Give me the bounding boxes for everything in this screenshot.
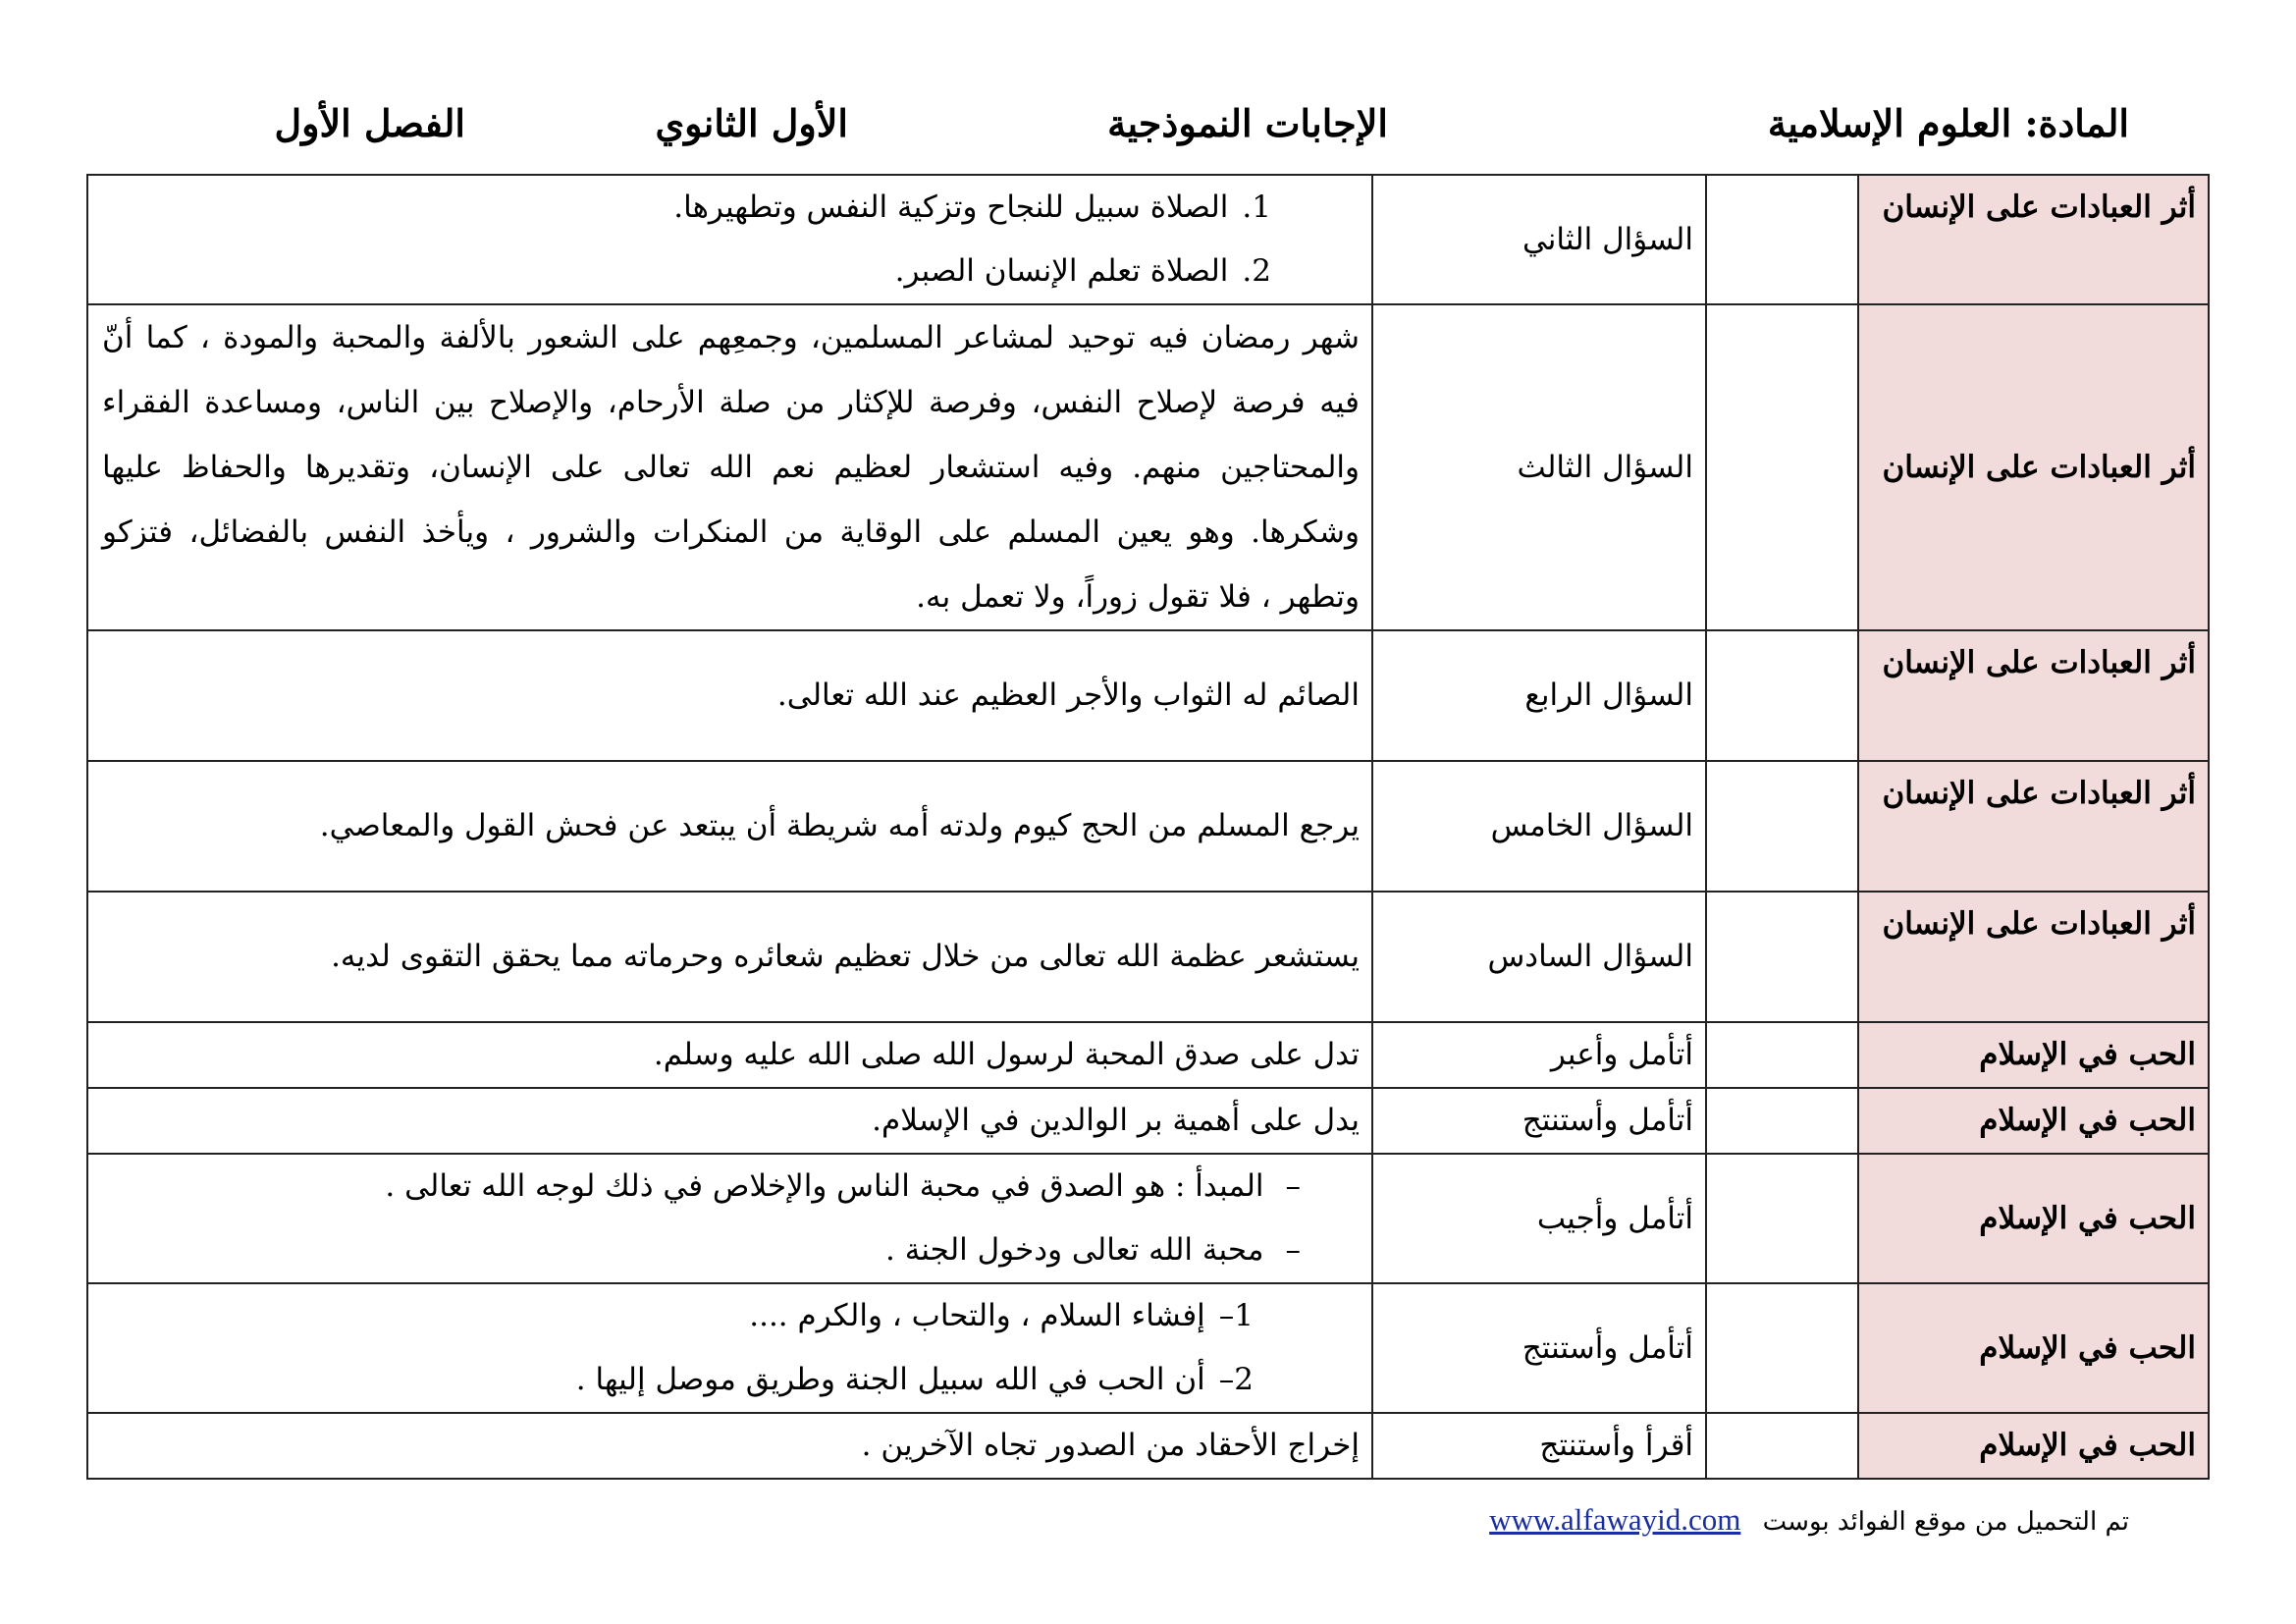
question-label: السؤال الرابع: [1372, 630, 1706, 761]
question-label: السؤال الثاني: [1372, 175, 1706, 304]
blank-cell: [1706, 761, 1858, 892]
blank-cell: [1706, 892, 1858, 1022]
answer-cell: يستشعر عظمة الله تعالى من خلال تعظيم شعائره وحرماته مما يحقق التقوى لديه.: [87, 892, 1372, 1022]
answer-cell: يدل على أهمية بر الوالدين في الإسلام.: [87, 1088, 1372, 1154]
table-row: [87, 892, 2209, 1022]
footer-text: تم التحميل من موقع الفوائد بوست: [1762, 1507, 2129, 1537]
grade-title: الأول الثانوي: [655, 101, 848, 145]
answers-table: [86, 174, 2210, 1480]
line-number: 1–: [1218, 1298, 1254, 1333]
topic-cell: الحب في الإسلام: [1858, 1022, 2209, 1088]
blank-cell: [1706, 1022, 1858, 1088]
question-label: أتأمل وأستنتج: [1372, 1088, 1706, 1154]
footer: [1489, 1502, 2129, 1538]
line-bullet: –: [1285, 1168, 1301, 1204]
table-row: [87, 1022, 2209, 1088]
line-text: الصلاة تعلم الإنسان الصبر.: [894, 253, 1229, 289]
line-number: 1.: [1242, 189, 1271, 225]
answer-line: [100, 176, 1360, 240]
answer-cell: يرجع المسلم من الحج كيوم ولدته أمه شريطة أن يبتعد عن فحش القول والمعاصي.: [87, 761, 1372, 892]
topic-cell: أثر العبادات على الإنسان: [1858, 175, 2209, 304]
topic-cell: الحب في الإسلام: [1858, 1413, 2209, 1479]
table-row: [87, 1283, 2209, 1413]
table-row: [87, 175, 2209, 304]
answer-line: [100, 1284, 1360, 1348]
table-row: [87, 1154, 2209, 1283]
line-text: المبدأ : هو الصدق في محبة الناس والإخلاص في ذلك لوجه الله تعالى .: [385, 1168, 1264, 1204]
topic-cell: أثر العبادات على الإنسان: [1858, 892, 2209, 1022]
answers-title: الإجابات النموذجية: [1107, 101, 1388, 145]
line-text: أن الحب في الله سبيل الجنة وطريق موصل إليها .: [575, 1362, 1205, 1397]
line-text: إفشاء السلام ، والتحاب ، والكرم ....: [749, 1298, 1205, 1333]
topic-cell: أثر العبادات على الإنسان: [1858, 761, 2209, 892]
line-text: الصلاة سبيل للنجاح وتزكية النفس وتطهيرها.: [673, 189, 1229, 225]
blank-cell: [1706, 304, 1858, 630]
subject-title: المادة: العلوم الإسلامية: [1767, 101, 2129, 145]
answer-line: [100, 1218, 1360, 1282]
question-label: أقرأ وأستنتج: [1372, 1413, 1706, 1479]
topic-cell: الحب في الإسلام: [1858, 1154, 2209, 1283]
question-label: أتأمل وأجيب: [1372, 1154, 1706, 1283]
site-link[interactable]: www.alfawayid.com: [1489, 1502, 1741, 1537]
table-row: [87, 761, 2209, 892]
blank-cell: [1706, 630, 1858, 761]
question-label: أتأمل وأستنتج: [1372, 1283, 1706, 1413]
answer-cell: إخراج الأحقاد من الصدور تجاه الآخرين .: [87, 1413, 1372, 1479]
topic-cell: الحب في الإسلام: [1858, 1088, 2209, 1154]
question-label: السؤال الثالث: [1372, 304, 1706, 630]
answer-line: [100, 1348, 1360, 1412]
topic-cell: الحب في الإسلام: [1858, 1283, 2209, 1413]
blank-cell: [1706, 1154, 1858, 1283]
blank-cell: [1706, 1413, 1858, 1479]
question-label: أتأمل وأعبر: [1372, 1022, 1706, 1088]
answer-cell: تدل على صدق المحبة لرسول الله صلى الله عليه وسلم.: [87, 1022, 1372, 1088]
blank-cell: [1706, 175, 1858, 304]
answer-cell: [87, 1283, 1372, 1413]
topic-cell: أثر العبادات على الإنسان: [1858, 630, 2209, 761]
line-number: 2.: [1242, 253, 1271, 289]
topic-cell: أثر العبادات على الإنسان: [1858, 304, 2209, 630]
answer-line: [100, 1155, 1360, 1218]
answer-cell: [87, 1154, 1372, 1283]
line-bullet: –: [1285, 1232, 1301, 1268]
answer-line: [100, 240, 1360, 303]
term-title: الفصل الأول: [274, 101, 465, 145]
question-label: السؤال السادس: [1372, 892, 1706, 1022]
line-number: 2–: [1218, 1362, 1254, 1397]
table-row: [87, 630, 2209, 761]
answer-paragraph: شهر رمضان فيه توحيد لمشاعر المسلمين، وجمعِهم على الشعور بالألفة والمحبة والمودة ، كما أنّ فيه فرصة لإصلاح النفس، وفرصة للإكثار من صلة الأرحام، والإصلاح بين الناس، ومساعدة الفقراء والمحتاجين منهم. وفيه استشعار لعظيم نعم الله تعالى على الإنسان، وتقديرها والحفاظ عليها وشكرها. وهو يعين المسلم على الوقاية من المنكرات والشرور ، ويأخذ النفس بالفضائل، فتزكو وتطهر ، فلا تقول زوراً، ولا تعمل به.: [87, 304, 1372, 630]
blank-cell: [1706, 1088, 1858, 1154]
answer-cell: الصائم له الثواب والأجر العظيم عند الله تعالى.: [87, 630, 1372, 761]
table-row: [87, 304, 2209, 630]
line-text: محبة الله تعالى ودخول الجنة .: [885, 1232, 1264, 1268]
table-row: [87, 1088, 2209, 1154]
table-row: [87, 1413, 2209, 1479]
answer-cell: [87, 175, 1372, 304]
question-label: السؤال الخامس: [1372, 761, 1706, 892]
blank-cell: [1706, 1283, 1858, 1413]
